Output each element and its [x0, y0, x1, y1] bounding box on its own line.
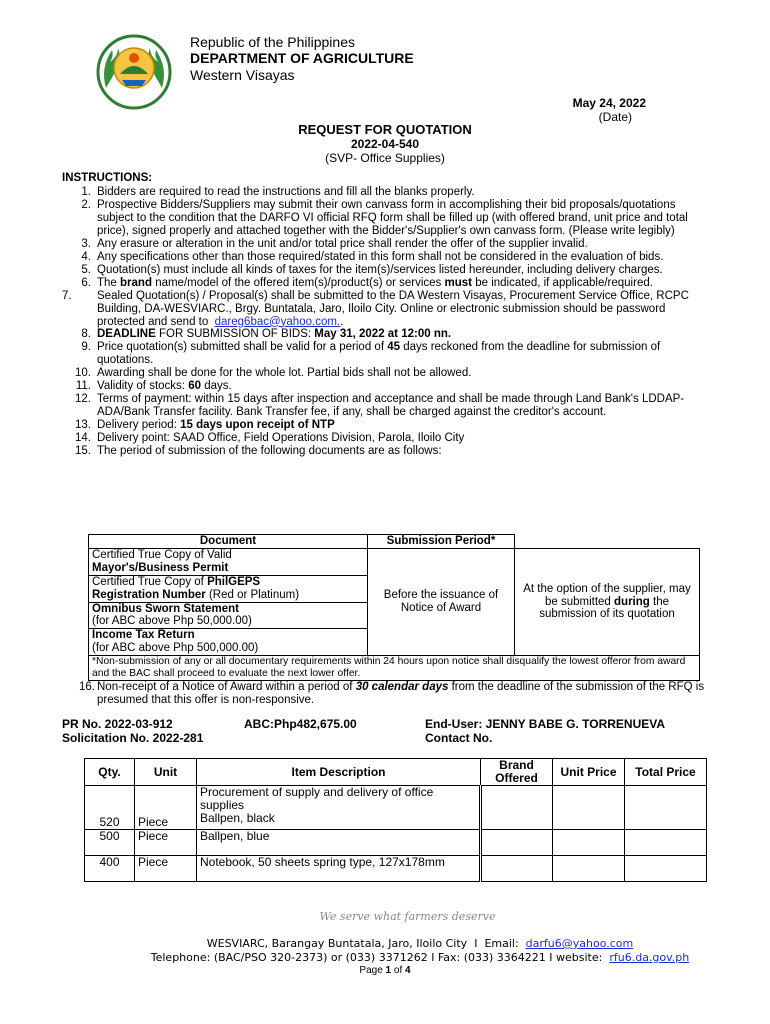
header-department: DEPARTMENT OF AGRICULTURE — [190, 50, 414, 66]
item-qty: 520 — [85, 786, 135, 830]
pr-info — [62, 717, 203, 745]
footer-address-line: WESVIARC, Barangay Buntatala, Jaro, Iloilo City I Email: darfu6@yahoo.com — [206, 937, 634, 950]
instruction-item: 8. DEADLINE FOR SUBMISSION OF BIDS: May 31, 2022 at 12:00 nn. — [81, 328, 452, 341]
item-unit: Piece — [135, 830, 197, 856]
doc-table-note: *Non-submission of any or all documentary requirements within 24 hours upon notice shall disqualify the lowest offeror from award and the BAC shall proceed to evaluate the next lower offer. — [89, 656, 700, 681]
item-total-price[interactable] — [625, 856, 707, 882]
instruction-item: 15. The period of submission of the following documents are as follows: — [75, 445, 442, 458]
instructions-heading: INSTRUCTIONS: — [62, 172, 153, 184]
col-description: Item Description — [197, 759, 481, 786]
documents-table — [88, 534, 700, 681]
doc-row-itr: Income Tax Return (for ABC above Php 500,000.00) — [89, 629, 368, 656]
instruction-item: 6. The brand name/model of the offered item(s)/product(s) or services must be indicated, if applicable/required. — [81, 276, 653, 289]
doc-row-philgeps: Certified True Copy of PhilGEPS Registration Number (Red or Platinum) — [89, 575, 368, 602]
item-unit: Piece — [135, 856, 197, 882]
col-unit: Unit — [135, 759, 197, 786]
doc-option-text: At the option of the supplier, may be submitted during the submission of its quotation — [515, 548, 700, 655]
end-user: End-User: JENNY BABE G. TORRENUEVA — [425, 717, 666, 731]
item-unit: Piece — [135, 786, 197, 830]
item-qty: 400 — [85, 856, 135, 882]
rfq-number: 2022-04-540 — [350, 137, 420, 151]
instruction-item: 5. Quotation(s) must include all kinds of taxes for the item(s)/services listed hereunder, including delivery charges. — [81, 263, 663, 276]
instruction-item: 3. Any erasure or alteration in the unit and/or total price shall render the offer of the supplier invalid. — [81, 237, 588, 250]
document-title: REQUEST FOR QUOTATION — [298, 122, 472, 137]
instructions-list — [62, 186, 702, 458]
instruction-item: 12. Terms of payment: within 15 days after inspection and acceptance and shall be made through Land Bank's LDDAP-ADA/Bank Transfer facility. Bank Transfer fee, if any, shall be charged against the creditor's account. — [75, 393, 685, 419]
item-description: Notebook, 50 sheets spring type, 127x178mm — [197, 856, 481, 882]
instruction-item-16: 16. Non-receipt of a Notice of Award within a period of 30 calendar days from the deadline of the submission of the RFQ is presumed that this offer is non-responsive. — [79, 681, 705, 706]
solicitation-number: Solicitation No. 2022-281 — [62, 731, 204, 745]
date-label: (Date) — [598, 110, 632, 124]
department-of-agriculture-logo — [92, 28, 176, 112]
col-qty: Qty. — [85, 759, 135, 786]
date-value: May 24, 2022 — [572, 96, 646, 110]
bac-email-link[interactable]: dareg6bac@yahoo.com. — [214, 315, 341, 328]
pr-number: PR No. 2022-03-912 — [62, 717, 173, 731]
item-unit-price[interactable] — [553, 786, 625, 830]
instruction-item: 11. Validity of stocks: 60 days. — [75, 380, 232, 393]
items-table — [84, 758, 707, 882]
table-row — [85, 830, 707, 856]
instruction-item: 7. Sealed Quotation(s) / Proposal(s) shall be submitted to the DA Western Visayas, Procurement Service Office, RCPC Building, DA-WESVIARC., Brgy. Buntatala, Jaro, Iloilo City. Online or electronic submission should be password protected and send to dareg6bac@yahoo.com.. — [62, 289, 689, 328]
doc-period-value: Before the issuance of Notice of Award — [368, 548, 515, 655]
page-number: Page 1 of 4 — [359, 965, 411, 976]
instruction-item: 10. Awarding shall be done for the whole lot. Partial bids shall not be allowed. — [75, 367, 472, 380]
item-description: Ballpen, blue — [197, 830, 481, 856]
doc-col-document: Document — [89, 535, 368, 549]
instruction-item: 14. Delivery point: SAAD Office, Field Operations Division, Parola, Iloilo City — [75, 432, 465, 445]
table-row — [85, 786, 707, 830]
doc-row-permit: Certified True Copy of Valid Mayor's/Business Permit — [89, 548, 368, 575]
footer-contact-line: Telephone: (BAC/PSO 320-2373) or (033) 3371262 I Fax: (033) 3364221 I website: rfu6.da.gov.ph — [150, 951, 690, 964]
rfq-subtitle: (SVP- Office Supplies) — [325, 151, 445, 165]
instruction-item: 13. Delivery period: 15 days upon receipt of NTP — [75, 419, 335, 432]
contact-number: Contact No. — [425, 731, 493, 745]
instruction-item: 2. Prospective Bidders/Suppliers may submit their own canvass form in accomplishing their bid proposals/quotations subject to the condition that the DARFO VI official RFQ form shall be filled up (with offered brand, unit price and total price), signed properly and attached together with the Bidder's/Supplier's own canvass form. (Please write legibly) — [81, 198, 688, 237]
col-brand: Brand Offered — [481, 759, 553, 786]
item-description: Procurement of supply and delivery of office supplies Ballpen, black — [197, 786, 481, 830]
item-total-price[interactable] — [625, 830, 707, 856]
end-user-info — [425, 717, 665, 745]
footer-website-link[interactable]: rfu6.da.gov.ph — [609, 951, 690, 964]
item-qty: 500 — [85, 830, 135, 856]
col-total-price: Total Price — [625, 759, 707, 786]
instruction-item: 9. Price quotation(s) submitted shall be valid for a period of 45 days reckoned from the deadline for submission of quotations. — [81, 341, 661, 367]
doc-row-omnibus: Omnibus Sworn Statement (for ABC above Php 50,000.00) — [89, 602, 368, 629]
item-brand[interactable] — [481, 786, 553, 830]
footer-email-link[interactable]: darfu6@yahoo.com — [525, 937, 634, 950]
item-brand[interactable] — [481, 856, 553, 882]
item-unit-price[interactable] — [553, 830, 625, 856]
doc-col-period: Submission Period* — [368, 535, 515, 549]
item-brand[interactable] — [481, 830, 553, 856]
instruction-item: 1. Bidders are required to read the instructions and fill all the blanks properly. — [81, 186, 475, 198]
abc-amount: ABC:Php482,675.00 — [244, 717, 357, 731]
header-republic: Republic of the Philippines — [190, 34, 355, 50]
footer-motto: We serve what farmers deserve — [319, 910, 496, 923]
item-total-price[interactable] — [625, 786, 707, 830]
col-unit-price: Unit Price — [553, 759, 625, 786]
header-region: Western Visayas — [190, 67, 295, 83]
table-row — [85, 856, 707, 882]
instruction-item: 4. Any specifications other than those required/stated in this form shall not be considered in the evaluation of bids. — [81, 250, 664, 263]
item-unit-price[interactable] — [553, 856, 625, 882]
